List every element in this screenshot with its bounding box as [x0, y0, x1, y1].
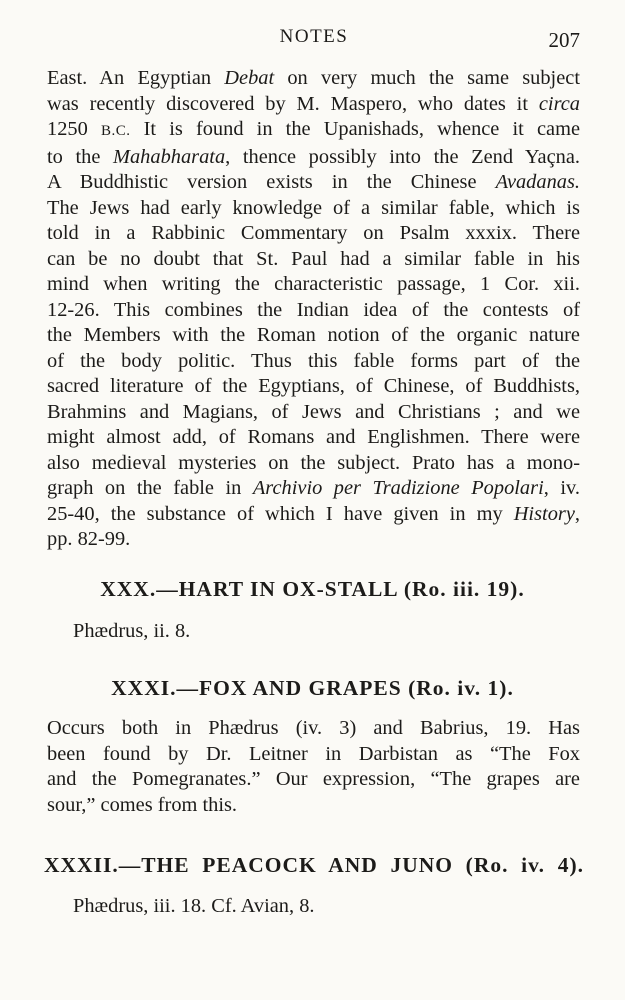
text-run: The Jews had early knowledge of a similar fable, which is — [47, 196, 580, 219]
text-run: 12-26. This combines the Indian idea of the contests of — [47, 298, 580, 321]
text-line — [47, 400, 580, 426]
text-line — [47, 793, 580, 819]
italic-text-run: Debat — [224, 67, 275, 89]
text-run: 1250 — [47, 118, 101, 140]
text-run: sour,” comes from this. — [47, 793, 238, 816]
paragraph-continued — [47, 66, 580, 553]
text-line — [47, 374, 580, 400]
italic-text-run: Avadanas. — [495, 171, 580, 193]
section-xxx-text: Phædrus, ii. 8. — [73, 620, 191, 642]
text-run: , iv. — [543, 477, 580, 499]
text-run: sacred literature of the Egyptians, of Chinese, of Buddhists, — [47, 375, 580, 397]
text-line — [47, 323, 580, 349]
text-run: A Buddhistic version exists in the Chinese — [47, 171, 496, 193]
text-run: to the — [47, 145, 113, 168]
text-line — [47, 298, 580, 324]
text-line — [47, 196, 580, 222]
text-line — [47, 716, 580, 742]
text-line — [47, 170, 580, 196]
italic-text-run: Archivio per Tradizione Popolari — [252, 477, 544, 499]
text-line — [47, 92, 580, 118]
text-line — [47, 272, 580, 298]
text-line — [47, 527, 580, 553]
text-run: mind when writing the characteristic passage, 1 Cor. xii. — [47, 273, 580, 295]
text-line — [47, 247, 580, 273]
italic-text-run: History — [513, 502, 575, 525]
text-line — [47, 451, 580, 477]
italic-text-run: Mahabharata — [113, 145, 226, 168]
text-run: graph on the fable in — [47, 477, 253, 499]
text-line — [47, 502, 580, 528]
text-line — [47, 66, 580, 92]
running-head-title: NOTES — [279, 26, 349, 47]
section-heading-xxxi: XXXI.—FOX AND GRAPES (Ro. iv. 1). — [111, 676, 514, 700]
section-xxxi-paragraph — [47, 716, 580, 818]
text-run: on very much the same subject — [274, 67, 580, 89]
text-run: can be no doubt that St. Paul had a similar fable in his — [47, 247, 580, 270]
text-run: the Members with the Roman notion of the organic nature — [47, 324, 580, 346]
italic-text-run: circa — [538, 92, 580, 115]
text-run: and the Pomegranates.” Our expression, “The grapes are — [47, 768, 580, 790]
text-run: 25-40, the substance of which I have given in my — [47, 502, 514, 525]
text-line — [47, 425, 580, 451]
text-run: Brahmins and Magians, of Jews and Christians ; and we — [47, 400, 580, 423]
text-run: , thence possibly into the Zend Yaçna. — [225, 145, 580, 168]
text-run: of the body politic. Thus this fable forms part of the — [47, 349, 580, 372]
text-run: was recently discovered by M. Maspero, who dates it — [47, 92, 539, 115]
section-xxxii-text: Phædrus, iii. 18. Cf. Avian, 8. — [73, 895, 315, 917]
section-heading-xxxii: XXXII.—THE PEACOCK AND JUNO (Ro. iv. 4). — [44, 853, 584, 877]
text-line — [47, 349, 580, 375]
text-run: pp. 82-99. — [47, 528, 131, 550]
text-run: been found by Dr. Leitner in Darbistan as “The Fox — [47, 742, 580, 765]
text-line — [47, 767, 580, 793]
text-line — [47, 117, 580, 145]
running-head — [48, 26, 580, 56]
text-line — [47, 145, 580, 171]
text-run: Occurs both in Phædrus (iv. 3) and Babrius, 19. Has — [47, 717, 580, 739]
text-run: East. An Egyptian — [47, 67, 225, 89]
text-line — [47, 742, 580, 768]
text-run: It is found in the Upanishads, whence it came — [130, 118, 580, 140]
text-line — [47, 476, 580, 502]
text-run: also medieval mysteries on the subject. Prato has a mono- — [47, 451, 580, 474]
small-caps-text-run: B.C. — [100, 123, 131, 139]
text-line — [47, 221, 580, 247]
text-run: told in a Rabbinic Commentary on Psalm xxxix. There — [47, 222, 580, 244]
section-heading-xxx: XXX.—HART IN OX-STALL (Ro. iii. 19). — [100, 577, 525, 601]
text-run: might almost add, of Romans and Englishmen. There were — [47, 426, 580, 448]
page-number: 207 — [548, 28, 580, 52]
text-run: , — [574, 502, 580, 525]
